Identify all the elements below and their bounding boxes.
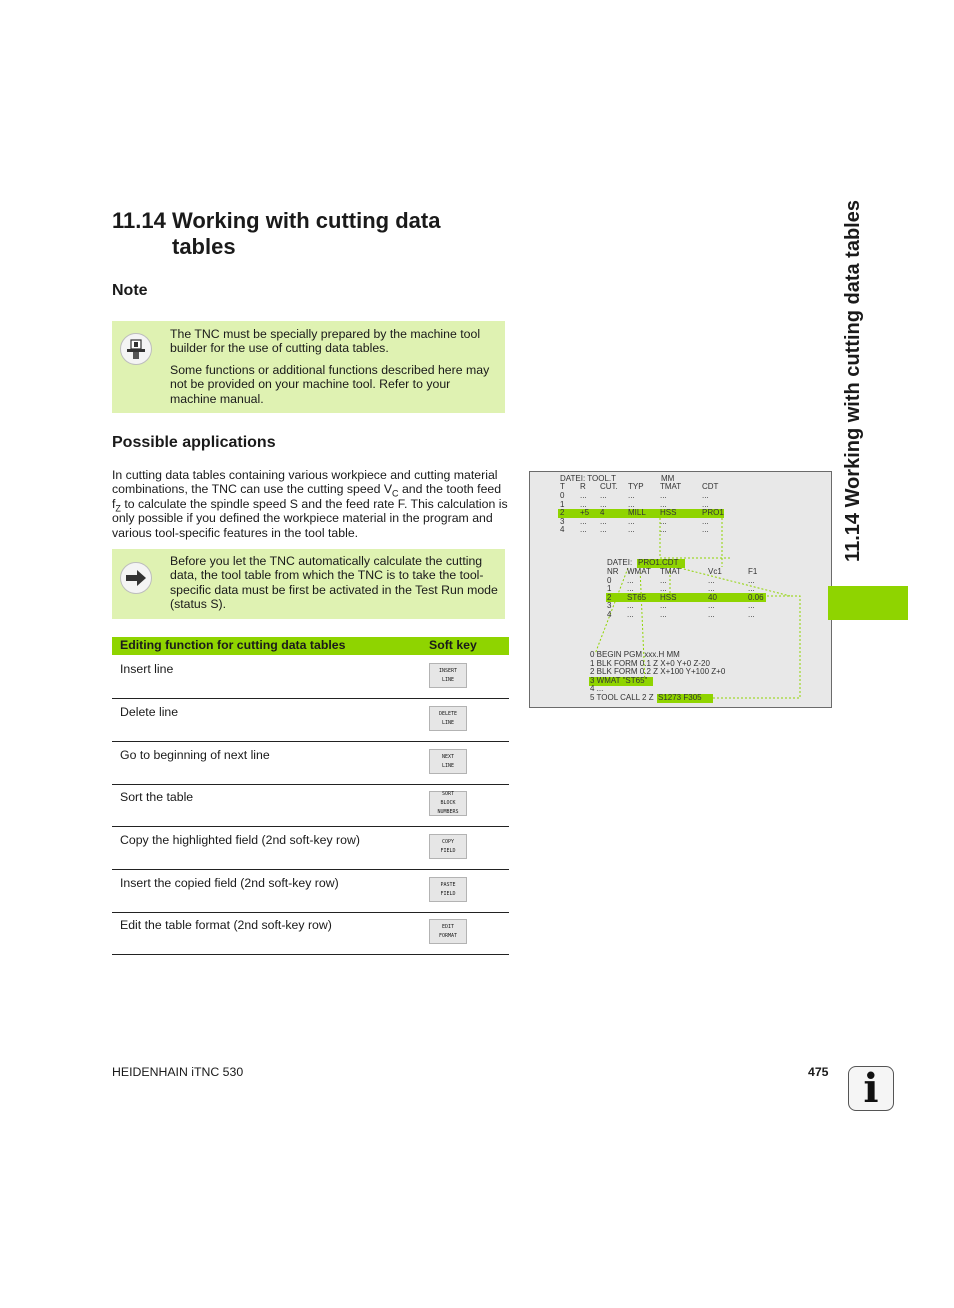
tool-table-cell: +5 [580, 508, 590, 518]
cdt-table-cell: 2 [607, 592, 612, 602]
tool-table-cell: ... [628, 499, 635, 509]
program-line: 0 BEGIN PGM xxx.H MM [590, 650, 680, 659]
tool-table-cell: ... [702, 525, 709, 535]
note-para-2: Some functions or additional functions described here may not be provided on your machine tool. Refer to your machine manual. [170, 363, 490, 406]
softkey-label: INSERT [438, 667, 458, 674]
section-title-line2: tables [172, 234, 236, 259]
para-b: and the tooth feed f [112, 482, 502, 511]
tool-table-cell: ... [628, 491, 635, 500]
section-title-line1: Working with cutting data [172, 208, 441, 233]
tool-table-header: T [560, 482, 565, 491]
softkey-label: COPY [441, 838, 455, 845]
softkey-label: NEXT [441, 753, 455, 760]
softkey-label: BLOCK [440, 800, 456, 806]
softkey-button[interactable] [429, 834, 467, 859]
cdt-table-cell: ... [708, 610, 715, 619]
side-title-text: 11.14 Working with cutting data tables [842, 200, 864, 562]
table-header [112, 637, 509, 655]
cdt-table-cell: ... [708, 575, 715, 585]
tool-table-cell: MILL [628, 508, 646, 518]
tool-table-cell: ... [600, 516, 607, 526]
tool-table-cell: ... [628, 525, 635, 535]
tool-table-cell: ... [702, 499, 709, 509]
tool-table-unit: MM [661, 474, 675, 483]
page-number: 475 [808, 1065, 829, 1079]
cdt-table-cell: 0.06 [748, 592, 764, 602]
table-row [112, 742, 509, 785]
cdt-table-cell: ... [627, 601, 634, 611]
note-para-1: The TNC must be specially prepared by the machine tool builder for the use of cutting data tables. [170, 327, 481, 356]
softkey-label: NUMBERS [437, 809, 459, 815]
para-c: to calculate the spindle speed S and the feed rate F. This calculation is only possible if you defined the workpiece material in the program and various tool-specific features in the tool table. [112, 496, 508, 540]
program-line: 5 TOOL CALL 2 Z [590, 693, 654, 702]
softkey-label: LINE [441, 719, 455, 726]
tool-table-cell: ... [580, 491, 587, 500]
cdt-table-header: Vc1 [708, 567, 722, 576]
cdt-table-cell: ... [660, 610, 667, 619]
tool-table-cell: ... [702, 491, 709, 500]
program-line: 4 ... [590, 684, 604, 694]
table-row-label: Go to beginning of next line [120, 748, 270, 762]
tool-table-header: TMAT [660, 482, 682, 491]
table-row-label: Sort the table [120, 790, 194, 804]
cdt-table-cell: ... [660, 584, 667, 594]
softkey-label: EDIT [441, 923, 455, 930]
tool-table-cell: ... [702, 516, 709, 526]
softkey-label: LINE [441, 676, 455, 683]
machine-icon [120, 333, 152, 365]
tool-table-cell: ... [600, 525, 607, 535]
softkey-button[interactable] [429, 749, 467, 774]
tool-table-cell: ... [600, 491, 607, 500]
cdt-title: DATEI: [607, 558, 633, 567]
tool-table-header: R [580, 482, 586, 491]
program-line: 3 WMAT "ST65" [590, 675, 648, 685]
cdt-table-cell: 4 [607, 610, 612, 619]
cdt-table-cell: 40 [708, 592, 717, 602]
tool-table-cell: 0 [560, 491, 565, 500]
cdt-table-cell: ... [708, 601, 715, 611]
cdt-table-cell: 0 [607, 575, 612, 585]
softkey-button[interactable] [429, 706, 467, 731]
footer-product: HEIDENHAIN iTNC 530 [112, 1065, 244, 1079]
softkey-label: SORT [441, 791, 455, 797]
tool-table-cell: ... [660, 525, 667, 535]
side-title [836, 200, 896, 630]
softkey-button[interactable] [429, 663, 467, 688]
tip-text: Before you let the TNC automatically calculate the cutting data, the tool table from which the TNC is to take the tool-specific data must be first be activated in the Test Run mode (status S). [170, 554, 498, 612]
para-sub-c: C [392, 488, 399, 499]
cdt-table-cell: ... [748, 601, 755, 611]
possible-heading: Possible applications [112, 434, 276, 451]
cdt-file: PRO1.CDT [638, 558, 679, 567]
program-highlight-text: S1273 F305 [658, 693, 702, 702]
section-number: 11.14 [112, 208, 166, 233]
cdt-table-cell: ... [627, 575, 634, 585]
tool-table-cell: ... [660, 516, 667, 526]
softkey-button[interactable] [429, 791, 467, 816]
softkey-label: LINE [441, 762, 455, 769]
softkey-label: FIELD [440, 890, 456, 897]
table-col-function: Editing function for cutting data tables [120, 638, 346, 652]
table-row-label: Copy the highlighted field (2nd soft-key row) [120, 833, 360, 847]
para-sub-z: Z [115, 503, 121, 514]
para-a: In cutting data tables containing various workpiece and cutting material combinations, the TNC can use the cutting speed V [112, 468, 498, 497]
cdt-table-cell: ... [660, 575, 667, 585]
info-icon: i [848, 1066, 894, 1111]
table-row [112, 827, 509, 870]
program-line: 1 BLK FORM 0.1 Z X+0 Y+0 Z-20 [590, 658, 710, 668]
note-heading: Note [112, 282, 148, 299]
tool-table-cell: ... [580, 525, 587, 535]
tool-table-header: CDT [702, 482, 719, 491]
program-line: 2 BLK FORM 0.2 Z X+100 Y+100 Z+0 [590, 667, 726, 677]
softkey-label: FIELD [440, 847, 456, 854]
cdt-table-cell: ... [627, 584, 634, 594]
table-col-softkey: Soft key [429, 638, 477, 652]
table-row [112, 656, 509, 699]
table-row [112, 784, 509, 827]
tool-table-cell: HSS [660, 508, 677, 518]
tool-table-cell: 4 [560, 525, 565, 535]
tool-table-cell: ... [660, 491, 667, 500]
tool-table-header: TYP [628, 482, 644, 491]
cdt-table-header: WMAT [627, 567, 651, 576]
section-heading [112, 208, 512, 260]
cdt-table-cell: HSS [660, 592, 677, 602]
tool-table-cell: ... [600, 499, 607, 509]
tool-table-cell: ... [660, 499, 667, 509]
table-row [112, 699, 509, 742]
tool-table-cell: 2 [560, 508, 565, 518]
cdt-table-cell: ... [748, 610, 755, 619]
tip-box [112, 549, 505, 619]
cdt-table-cell: ... [627, 610, 634, 619]
softkey-label: PASTE [440, 881, 456, 888]
cdt-table-header: NR [607, 567, 619, 576]
table-row [112, 912, 509, 955]
table-row [112, 870, 509, 913]
softkey-button[interactable] [429, 919, 467, 944]
softkey-label: DELETE [438, 710, 458, 717]
tool-table-cell: 1 [560, 499, 565, 509]
cdt-table-cell: 3 [607, 601, 612, 611]
cdt-table-header: F1 [748, 567, 758, 576]
cdt-table-cell: ... [660, 601, 667, 611]
cdt-table-cell: ... [748, 575, 755, 585]
tool-table-cell: PRO1 [702, 508, 724, 518]
tool-table-cell: ... [628, 516, 635, 526]
cdt-table-cell: ... [708, 584, 715, 594]
tool-table-cell: ... [580, 499, 587, 509]
cdt-table-cell: 1 [607, 584, 612, 594]
table-row-label: Edit the table format (2nd soft-key row) [120, 918, 332, 932]
tool-table-cell: 3 [560, 516, 565, 526]
arrow-right-icon [120, 562, 152, 594]
tool-table-header: CUT. [600, 482, 618, 491]
table-row-label: Delete line [120, 705, 179, 719]
cdt-table-header: TMAT [660, 567, 682, 576]
tool-table-title: DATEI: TOOL.T [560, 474, 617, 483]
table-row-label: Insert line [120, 662, 174, 676]
possible-paragraph [112, 468, 510, 540]
softkey-button[interactable] [429, 877, 467, 902]
note-box [112, 321, 505, 413]
tool-table-cell: 4 [600, 508, 605, 518]
tool-table-cell: ... [580, 516, 587, 526]
softkey-label: FORMAT [438, 932, 458, 939]
tnc-screenshot [529, 471, 832, 708]
cdt-table-cell: ... [748, 584, 755, 594]
table-row-label: Insert the copied field (2nd soft-key row) [120, 876, 339, 890]
cdt-table-cell: ST65 [627, 592, 647, 602]
